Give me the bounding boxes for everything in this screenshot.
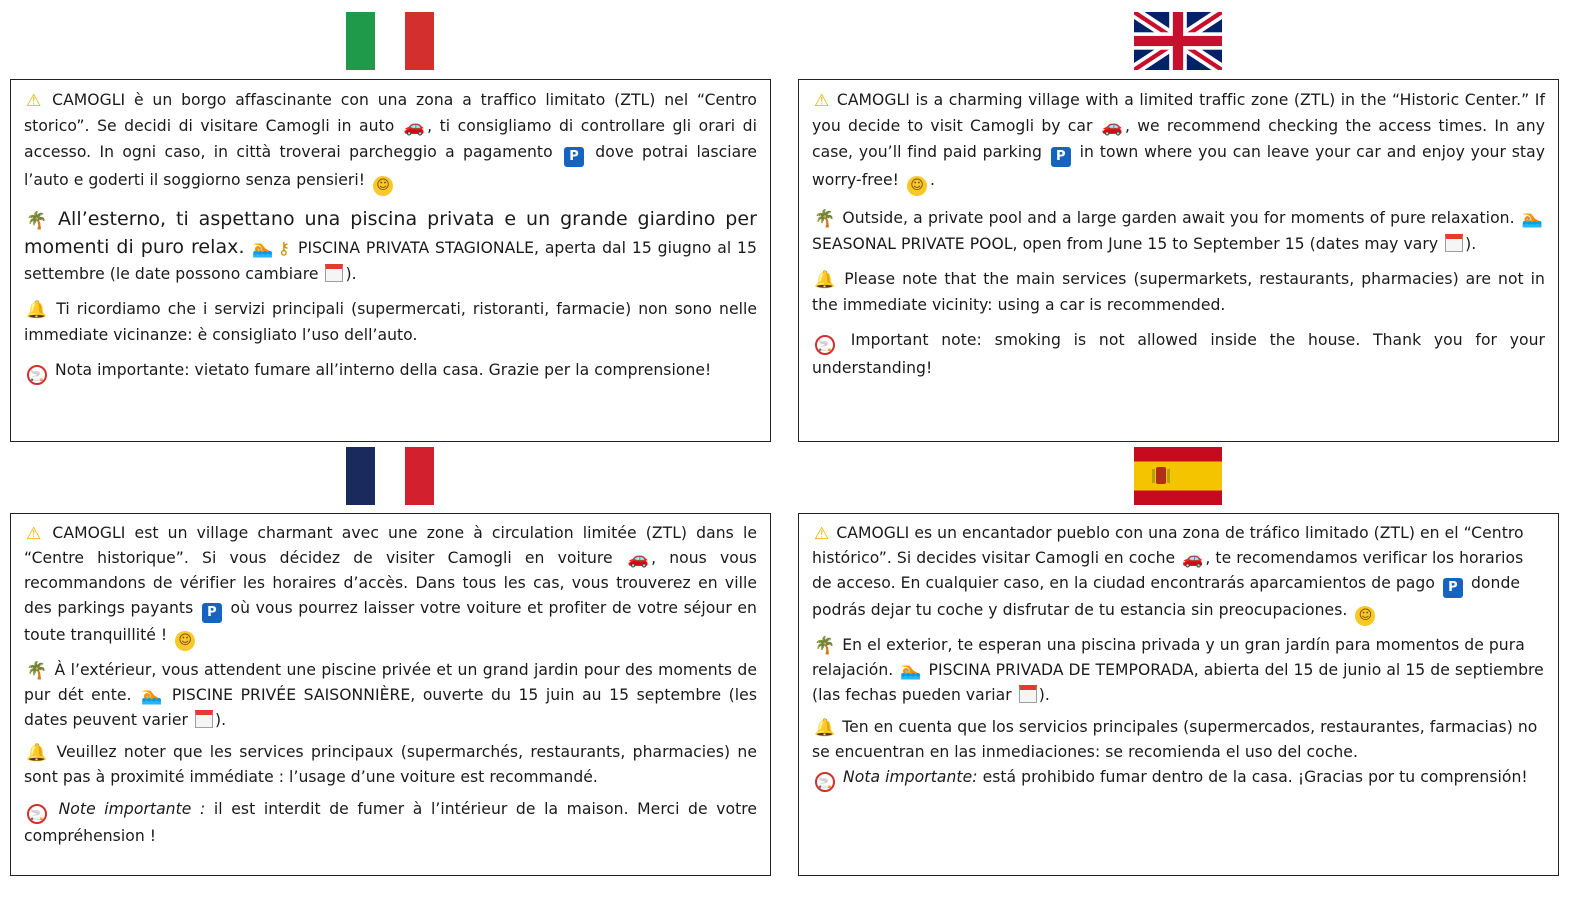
pool-icon: 🏊 [1521, 209, 1544, 229]
english-paragraph-3: 🔔 Please note that the main services (supermarkets, restaurants, pharmacies) are not in the immediate vicinity: using a car is recommended. [812, 270, 1545, 314]
calendar-icon [325, 264, 343, 282]
key-icon: ⚷ [277, 239, 291, 259]
pool-icon: 🏊 [252, 239, 274, 259]
parking-icon: P [1051, 147, 1071, 167]
smile-icon: ☺ [1355, 606, 1375, 626]
parking-icon: P [564, 147, 584, 167]
italy-flag [346, 12, 434, 70]
french-paragraph-1: ⚠ CAMOGLI est un village charmant avec une zone à circulation limitée (ZTL) dans le “Centre historique”. Si vous décidez de visiter Camogli en voiture 🚗 , nous vous recommandons de vérifier les horaires d’accès. Dans tous les cas, vous trouverez en ville des parkings payants P où vous pourrez laisser votre voiture et profiter de votre séjour en toute tranquillité ! ☺ [24, 521, 757, 651]
italian-paragraph-2: 🌴 All’esterno, ti aspettano una piscina privata e un grande giardino per momenti di puro relax. 🏊 ⚷ PISCINA PRIVATA STAGIONALE, aperta dal 15 giugno al 15 settembre (le date possono cambiare ). [24, 208, 757, 283]
french-paragraph-2: 🌴 À l’extérieur, vous attendent une piscine privée et un grand jardin pour des moments de pur dét ente. 🏊 PISCINE PRIVÉE SAISONNIÈRE, ouverte du 15 juin au 15 septembre (les dates peuvent varier ). [24, 661, 757, 729]
italian-paragraph-3: 🔔 Ti ricordiamo che i servizi principali (supermercati, ristoranti, farmacie) non sono nelle immediate vicinanze: è consigliato l’uso dell’auto. [24, 300, 757, 344]
no-smoking-icon: 🚬 [815, 772, 835, 792]
uk-flag [1134, 12, 1222, 70]
parking-icon: P [202, 603, 222, 623]
palm-icon: 🌴 [814, 209, 836, 229]
italian-paragraph-1: ⚠ CAMOGLI è un borgo affascinante con una zona a traffico limitato (ZTL) nel “Centro storico”. Se decidi di visitare Camogli in auto 🚗 , ti consigliamo di controllare gli orari di accesso. In ogni caso, in città troverai parcheggio a pagamento P dove potrai lasciare l’auto e goderti il soggiorno senza pensieri! ☺ [24, 87, 757, 196]
spanish-paragraph-3: 🔔 Ten en cuenta que los servicios principales (supermercados, restaurantes, farmacias) no se encuentran en las inmediaciones: se recomienda el uso del coche. [812, 718, 1538, 761]
parking-icon: P [1443, 578, 1463, 598]
car-icon: 🚗 [627, 549, 650, 569]
car-icon: 🚗 [1182, 549, 1204, 569]
italian-paragraph-4: 🚬 Nota importante: vietato fumare all’interno della casa. Grazie per la comprensione! [24, 357, 757, 385]
calendar-icon [1445, 234, 1463, 252]
pool-icon: 🏊 [141, 686, 163, 706]
calendar-icon [195, 710, 213, 728]
bell-icon: 🔔 [814, 270, 836, 290]
no-smoking-icon: 🚬 [27, 804, 47, 824]
spanish-paragraph-1: ⚠ CAMOGLI es un encantador pueblo con una zona de tráfico limitado (ZTL) en el “Centro histórico”. Si decides visitar Camogli en coche 🚗 , te recomendamos verificar los horarios de acceso. En cualquier caso, en la ciudad encontrarás aparcamientos de pago P donde podrás dejar tu coche y disfrutar de tu estancia sin preocupaciones. ☺ [812, 521, 1545, 626]
warning-icon: ⚠ [814, 524, 830, 544]
warning-icon: ⚠ [26, 524, 42, 544]
smile-icon: ☺ [907, 176, 927, 196]
bell-icon: 🔔 [26, 743, 48, 763]
italian-panel [10, 79, 771, 442]
no-smoking-icon: 🚬 [815, 335, 835, 355]
english-paragraph-2: 🌴 Outside, a private pool and a large garden await you for moments of pure relaxation. 🏊 SEASONAL PRIVATE POOL, open from June 15 to September 15 (dates may vary ). [812, 209, 1544, 253]
warning-icon: ⚠ [26, 91, 42, 111]
warning-icon: ⚠ [814, 91, 830, 111]
french-panel [10, 513, 771, 876]
spanish-panel [798, 513, 1559, 876]
english-paragraph-1: ⚠ CAMOGLI is a charming village with a limited traffic zone (ZTL) in the “Historic Center.” If you decide to visit Camogli by car 🚗 , we recommend checking the access times. In any case, you’ll find paid parking P in town where you can leave your car and enjoy your stay worry-free! ☺ . [812, 87, 1545, 196]
no-smoking-icon: 🚬 [27, 365, 47, 385]
bell-icon: 🔔 [814, 718, 836, 738]
palm-icon: 🌴 [814, 636, 836, 656]
car-icon: 🚗 [403, 117, 426, 137]
palm-icon: 🌴 [26, 211, 48, 231]
palm-icon: 🌴 [26, 661, 48, 681]
french-paragraph-4: 🚬 Note importante : il est interdit de fumer à l’intérieur de la maison. Merci de votre compréhension ! [24, 800, 758, 845]
bell-icon: 🔔 [26, 300, 48, 320]
car-icon: 🚗 [1101, 117, 1123, 137]
english-paragraph-4: 🚬 Important note: smoking is not allowed inside the house. Thank you for your understanding! [812, 331, 1545, 377]
spanish-paragraph-2: 🌴 En el exterior, te esperan una piscina privada y un gran jardín para momentos de pura relajación. 🏊 PISCINA PRIVADA DE TEMPORADA, abierta del 15 de junio al 15 de septiembre (las fechas pueden variar ). [812, 636, 1544, 704]
france-flag [346, 447, 434, 505]
smile-icon: ☺ [175, 631, 195, 651]
smile-icon: ☺ [373, 176, 393, 196]
spain-flag [1134, 447, 1222, 505]
calendar-icon [1019, 685, 1037, 703]
english-panel [798, 79, 1559, 442]
french-paragraph-3: 🔔 Veuillez noter que les services principaux (supermarchés, restaurants, pharmacies) ne sont pas à proximité immédiate : l’usage d’une voiture est recommandé. [24, 743, 757, 786]
spanish-paragraph-4: 🚬 Nota importante: está prohibido fumar dentro de la casa. ¡Gracias por tu comprensión! [812, 765, 1545, 792]
pool-icon: 🏊 [900, 661, 922, 681]
